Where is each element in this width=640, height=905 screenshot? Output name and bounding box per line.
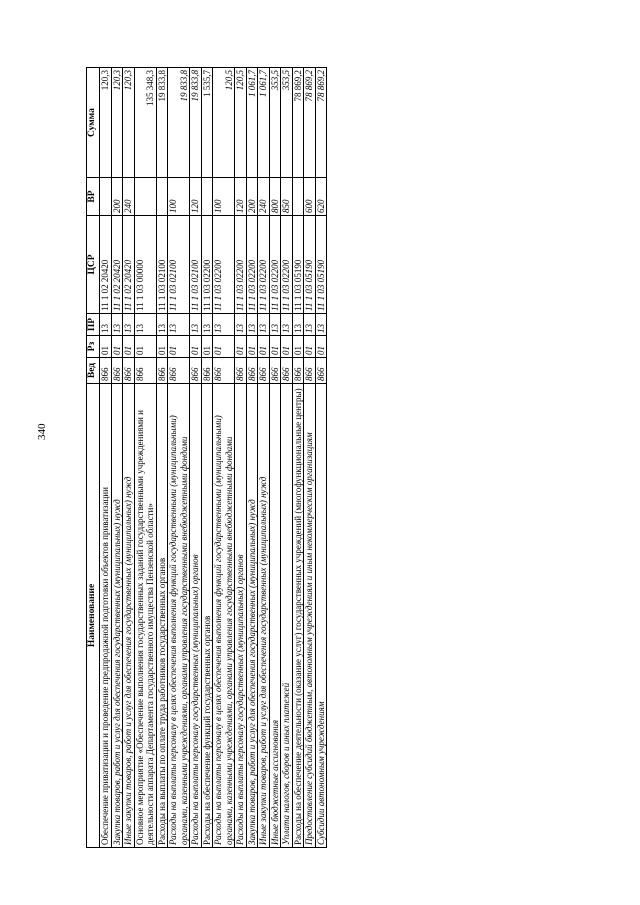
- cell-name: Иные закупки товаров, работ и услуг для обеспечения государственных (муниципальных) нужд: [123, 384, 135, 848]
- cell-vr: [134, 178, 156, 216]
- cell-name: Уплата налогов, сборов и иных платежей: [281, 384, 293, 848]
- rotated-table-container: [86, 68, 327, 848]
- table-row: [190, 68, 202, 848]
- table-row: [156, 68, 168, 848]
- cell-csr: 11 1 03 05190: [304, 216, 316, 314]
- cell-pr: 13: [134, 314, 156, 336]
- cell-csr: 11 1 03 02200: [269, 216, 281, 314]
- cell-name: Расходы на выплаты персоналу государственных (муниципальных) органов: [235, 384, 247, 848]
- cell-rz: 01: [258, 336, 270, 358]
- cell-sum: 78 869,2: [292, 68, 304, 178]
- header-vr: ВР: [87, 178, 100, 216]
- cell-sum: 19 833,8: [190, 68, 202, 178]
- table-row: [246, 68, 258, 848]
- cell-csr: 11 1 03 02100: [168, 216, 190, 314]
- cell-pr: 13: [190, 314, 202, 336]
- cell-ved: 866: [111, 358, 123, 384]
- cell-vr: 100: [168, 178, 190, 216]
- table-row: [304, 68, 316, 848]
- budget-table: [86, 67, 327, 848]
- cell-name: Субсидии автономным учреждениям: [315, 384, 327, 848]
- cell-ved: 866: [156, 358, 168, 384]
- cell-name: Иные бюджетные ассигнования: [269, 384, 281, 848]
- header-rz: Рз: [87, 336, 100, 358]
- cell-vr: 240: [258, 178, 270, 216]
- cell-ved: 866: [281, 358, 293, 384]
- cell-sum: 120,5: [235, 68, 247, 178]
- cell-ved: 866: [304, 358, 316, 384]
- cell-pr: 13: [281, 314, 293, 336]
- cell-ved: 866: [315, 358, 327, 384]
- cell-sum: 19 833,8: [168, 68, 190, 178]
- table-row: [292, 68, 304, 848]
- cell-sum: 1 061,7: [246, 68, 258, 178]
- cell-sum: 353,5: [281, 68, 293, 178]
- cell-rz: 01: [156, 336, 168, 358]
- table-header-row: [87, 68, 100, 848]
- cell-vr: 800: [269, 178, 281, 216]
- cell-rz: 01: [281, 336, 293, 358]
- cell-rz: 01: [315, 336, 327, 358]
- cell-csr: 11 1 03 02100: [190, 216, 202, 314]
- cell-vr: 200: [246, 178, 258, 216]
- page-number: 340: [36, 423, 48, 440]
- header-ved: Вед: [87, 358, 100, 384]
- cell-csr: 11 1 03 02200: [235, 216, 247, 314]
- cell-vr: 120: [235, 178, 247, 216]
- cell-ved: 866: [168, 358, 190, 384]
- cell-pr: 13: [246, 314, 258, 336]
- table-row: [201, 68, 213, 848]
- cell-pr: 13: [258, 314, 270, 336]
- cell-pr: 13: [304, 314, 316, 336]
- cell-pr: 13: [292, 314, 304, 336]
- cell-sum: 135 348,3: [134, 68, 156, 178]
- cell-rz: 01: [269, 336, 281, 358]
- cell-sum: 1 535,7: [201, 68, 213, 178]
- cell-pr: 13: [269, 314, 281, 336]
- cell-pr: 13: [111, 314, 123, 336]
- cell-pr: 13: [123, 314, 135, 336]
- header-csr: ЦСР: [87, 216, 100, 314]
- cell-pr: 13: [100, 314, 112, 336]
- table-row: [315, 68, 327, 848]
- cell-csr: 11 1 03 00000: [134, 216, 156, 314]
- cell-csr: 11 1 03 02100: [156, 216, 168, 314]
- cell-vr: 100: [213, 178, 235, 216]
- table-row: [168, 68, 190, 848]
- cell-ved: 866: [269, 358, 281, 384]
- cell-vr: 600: [304, 178, 316, 216]
- cell-name: Расходы на выплаты персоналу в целях обеспечения выполнения функций государственными (муниципальными) органами, казенными учреждениями, органами управления государственными внебюджетными фондами: [213, 384, 235, 848]
- cell-name: Закупка товаров, работ и услуг для обеспечения государственных (муниципальных) нужд: [246, 384, 258, 848]
- cell-rz: 01: [304, 336, 316, 358]
- cell-sum: 120,3: [100, 68, 112, 178]
- cell-pr: 13: [201, 314, 213, 336]
- cell-csr: 11 1 03 02200: [246, 216, 258, 314]
- cell-rz: 01: [190, 336, 202, 358]
- cell-csr: 11 1 03 02200: [258, 216, 270, 314]
- cell-rz: 01: [246, 336, 258, 358]
- cell-vr: [292, 178, 304, 216]
- cell-rz: 01: [168, 336, 190, 358]
- header-sum: Сумма: [87, 68, 100, 178]
- cell-ved: 866: [258, 358, 270, 384]
- cell-ved: 866: [235, 358, 247, 384]
- cell-ved: 866: [213, 358, 235, 384]
- cell-rz: 01: [213, 336, 235, 358]
- cell-pr: 13: [315, 314, 327, 336]
- cell-name: Основное мероприятие «Обеспечение выполнения государственных заданий государственными учреждениями и деятельности аппарата Департамента государственного имущества Пензенской области»: [134, 384, 156, 848]
- cell-ved: 866: [201, 358, 213, 384]
- cell-sum: 19 833,8: [156, 68, 168, 178]
- table-row: [213, 68, 235, 848]
- cell-sum: 120,3: [123, 68, 135, 178]
- cell-vr: 200: [111, 178, 123, 216]
- cell-csr: 11 1 03 02200: [213, 216, 235, 314]
- cell-csr: 11 1 03 02200: [201, 216, 213, 314]
- cell-sum: 78 869,2: [315, 68, 327, 178]
- cell-rz: 01: [235, 336, 247, 358]
- cell-rz: 01: [123, 336, 135, 358]
- cell-name: Расходы на выплаты персоналу государственных (муниципальных) органов: [190, 384, 202, 848]
- table-row: [258, 68, 270, 848]
- cell-rz: 01: [134, 336, 156, 358]
- cell-ved: 866: [246, 358, 258, 384]
- cell-name: Расходы на выплаты персоналу в целях обеспечения выполнения функций государственными (муниципальными) органами, казенными учреждениями, органами управления государственными внебюджетными фондами: [168, 384, 190, 848]
- cell-ved: 866: [292, 358, 304, 384]
- cell-ved: 866: [190, 358, 202, 384]
- cell-pr: 13: [235, 314, 247, 336]
- table-row: [235, 68, 247, 848]
- table-row: [281, 68, 293, 848]
- cell-name: Расходы на обеспечение деятельности (оказание услуг) государственных учреждений (многофункциональные центры): [292, 384, 304, 848]
- cell-csr: 11 1 03 02200: [281, 216, 293, 314]
- cell-csr: 11 1 03 05190: [292, 216, 304, 314]
- table-row: [134, 68, 156, 848]
- cell-sum: 353,5: [269, 68, 281, 178]
- cell-ved: 866: [123, 358, 135, 384]
- cell-name: Расходы на обеспечение функций государственных органов: [201, 384, 213, 848]
- cell-name: Обеспечение приватизации и проведение предпродажной подготовки объектов приватизации: [100, 384, 112, 848]
- cell-vr: [100, 178, 112, 216]
- cell-name: Иные закупки товаров, работ и услуг для обеспечения государственных (муниципальных) нужд: [258, 384, 270, 848]
- cell-rz: 01: [201, 336, 213, 358]
- header-pr: ПР: [87, 314, 100, 336]
- table-row: [123, 68, 135, 848]
- cell-csr: 11 1 02 20420: [100, 216, 112, 314]
- cell-vr: [156, 178, 168, 216]
- cell-vr: 850: [281, 178, 293, 216]
- table-row: [100, 68, 112, 848]
- cell-ved: 866: [100, 358, 112, 384]
- cell-vr: [201, 178, 213, 216]
- cell-csr: 11 1 02 20420: [111, 216, 123, 314]
- cell-sum: 1 061,7: [258, 68, 270, 178]
- cell-pr: 13: [213, 314, 235, 336]
- table-row: [269, 68, 281, 848]
- cell-sum: 78 869,2: [304, 68, 316, 178]
- cell-csr: 11 1 03 05190: [315, 216, 327, 314]
- cell-sum: 120,3: [111, 68, 123, 178]
- header-name: Наименование: [87, 384, 100, 848]
- cell-csr: 11 1 02 20420: [123, 216, 135, 314]
- table-row: [111, 68, 123, 848]
- cell-name: Закупка товаров, работ и услуг для обеспечения государственных (муниципальных) нужд: [111, 384, 123, 848]
- cell-name: Расходы на выплаты по оплате труда работников государственных органов: [156, 384, 168, 848]
- cell-name: Предоставление субсидий бюджетным, автономным учреждениям и иным некоммерческим организациям: [304, 384, 316, 848]
- cell-pr: 13: [168, 314, 190, 336]
- cell-vr: 120: [190, 178, 202, 216]
- cell-rz: 01: [111, 336, 123, 358]
- cell-rz: 01: [100, 336, 112, 358]
- cell-rz: 01: [292, 336, 304, 358]
- cell-vr: 240: [123, 178, 135, 216]
- cell-vr: 620: [315, 178, 327, 216]
- cell-sum: 120,5: [213, 68, 235, 178]
- cell-pr: 13: [156, 314, 168, 336]
- cell-ved: 866: [134, 358, 156, 384]
